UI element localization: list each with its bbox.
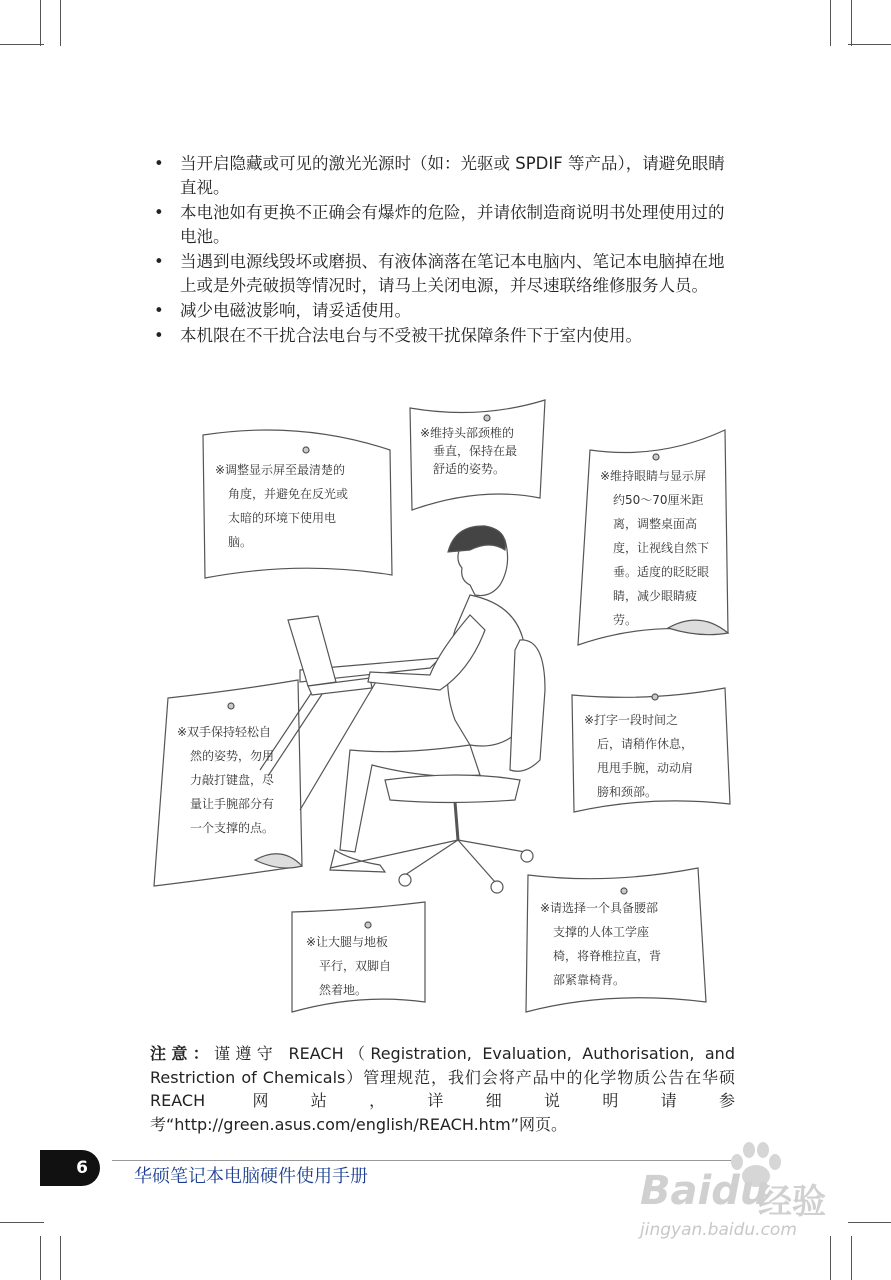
laptop-screen [288, 616, 336, 686]
crop-mark [60, 1236, 61, 1280]
pin-icon [228, 703, 234, 709]
crop-mark [851, 1236, 852, 1280]
bullet-item: • 本电池如有更换不正确会有爆炸的危险，并请依制造商说明书处理使用过的电池。 [154, 203, 725, 246]
reach-notice [150, 1042, 735, 1136]
notice-label: 注意： [150, 1044, 215, 1063]
chair-wheel [399, 874, 411, 886]
note-chair: ※请选择一个具备腰部 支撑的人体工学座 椅，将脊椎拉直，背 部紧靠椅背。 [540, 901, 662, 987]
note-screen: ※调整显示屏至最清楚的 角度，并避免在反光或 太暗的环境下使用电 脑。 [215, 463, 349, 549]
chair-wheel [491, 881, 503, 893]
pin-icon [484, 415, 490, 421]
chair-wheel [521, 850, 533, 862]
note-rest: ※打字一段时间之 后，请稍作休息， 甩甩手腕，动动肩 膀和颈部。 [584, 713, 694, 799]
shoe [330, 850, 385, 872]
bullet-item: • 减少电磁波影响，请妥适使用。 [154, 301, 411, 320]
pin-icon [652, 694, 658, 700]
ergonomics-illustration [0, 390, 891, 1030]
note-eyes: ※维持眼睛与显示屏 约50～70厘米距 离，调整桌面高 度，让视线自然下 垂。适度的眨眨眼 睛，减少眼睛疲 劳。 [600, 469, 710, 627]
crop-mark [848, 44, 891, 45]
manual-title: 华硕笔记本电脑硬件使用手册 [134, 1166, 368, 1187]
crop-mark [40, 1236, 41, 1280]
crop-mark [851, 0, 852, 46]
crop-mark [60, 0, 61, 46]
note-neck: ※维持头部颈椎的 垂直，保持在最 舒适的姿势。 [420, 426, 518, 476]
note-thighs: ※让大腿与地板 平行，双脚自 然着地。 [306, 935, 392, 997]
pin-icon [653, 454, 659, 460]
chair-seat [385, 775, 520, 803]
notice-text: 谨遵守 REACH（Registration, Evaluation, Authorisation, and Restriction of Chemicals）管理规范，我们会将产品中的化学物质公告在华硕 REACH 网站，详细说明请参考“http://green.asus.com/english/REACH.htm”网页。 [150, 1044, 735, 1134]
pin-icon [303, 447, 309, 453]
bullet-item: • 当遇到电源线毁坏或磨损、有液体滴落在笔记本电脑内、笔记本电脑掉在地上或是外壳破损等情况时，请马上关闭电源，并尽速联络维修服务人员。 [154, 252, 725, 295]
pin-icon [365, 922, 371, 928]
crop-mark [848, 1222, 891, 1223]
page-number: 6 [40, 1150, 100, 1186]
note-hands: ※双手保持轻松自 然的姿势，勿用 力敲打键盘，尽 量让手腕部分有 一个支撑的点。 [177, 725, 275, 835]
safety-bullet-list [150, 152, 740, 349]
crop-mark [830, 0, 831, 46]
crop-mark [0, 44, 44, 45]
crop-mark [40, 0, 41, 46]
bullet-item: • 本机限在不干扰合法电台与不受被干扰保障条件下于室内使用。 [154, 326, 642, 345]
bullet-item: • 当开启隐藏或可见的激光光源时（如：光驱或 SPDIF 等产品），请避免眼睛直视。 [154, 154, 725, 197]
baidu-watermark: Baidu 经验 jingyan.baidu.com [630, 1140, 850, 1250]
chair-back [510, 640, 545, 771]
crop-mark [0, 1222, 44, 1223]
pin-icon [621, 888, 627, 894]
